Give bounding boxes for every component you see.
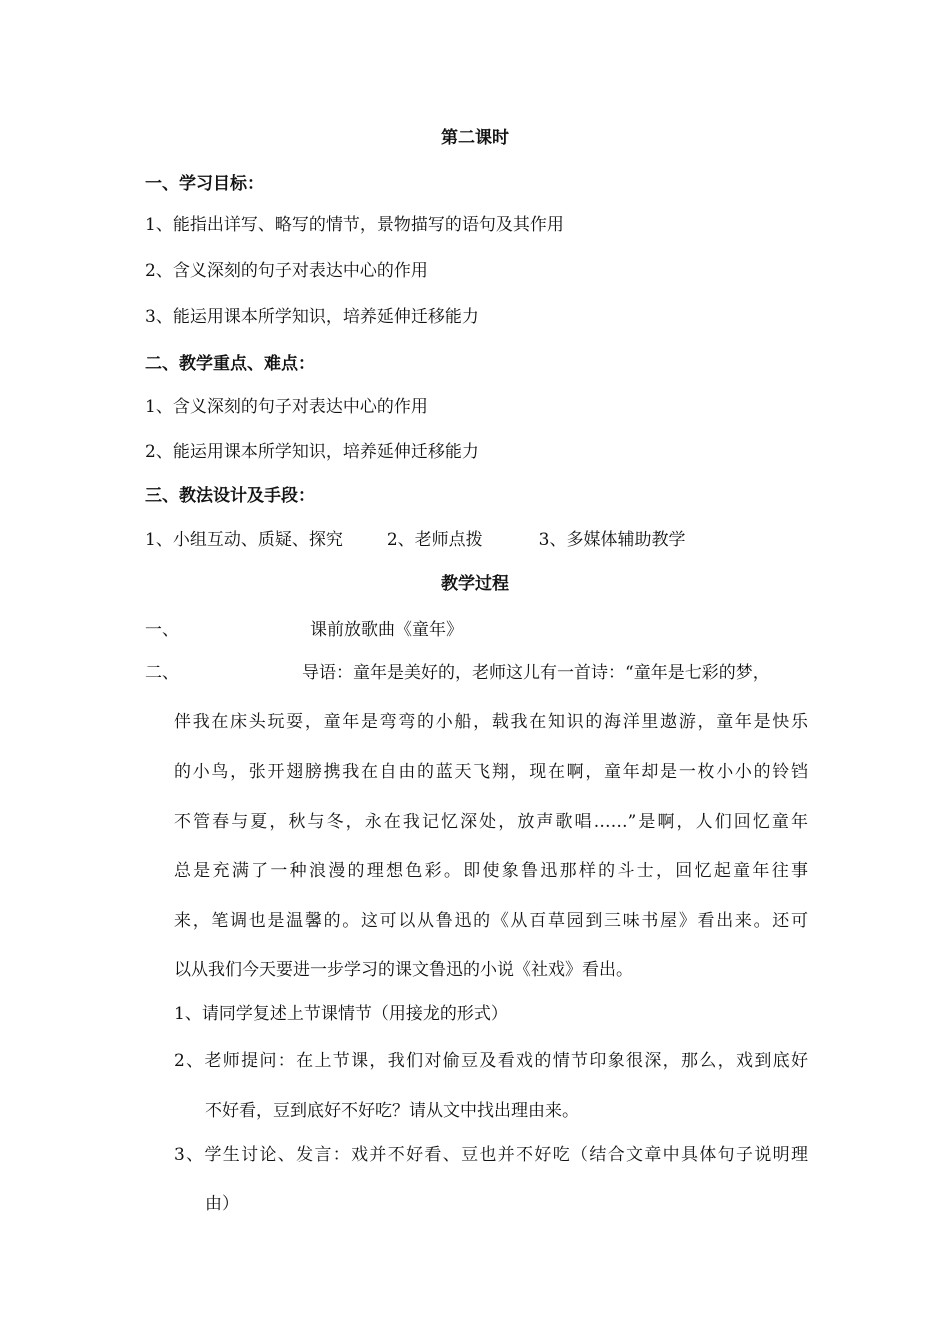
section-heading-objectives: 一、学习目标： [145,174,264,194]
sub-step: 1、请同学复述上节课情节（用接龙的形式） [174,1004,508,1024]
paragraph-line: 总是充满了一种浪漫的理想色彩。即使象鲁迅那样的斗士，回忆起童年往事 [174,861,808,881]
objective-item: 3、能运用课本所学知识，培养延伸迁移能力 [145,307,479,327]
method-item: 2、老师点拨 [386,530,483,550]
objective-item: 1、能指出详写、略写的情节，景物描写的语句及其作用 [145,215,564,235]
paragraph-line: 的小鸟，张开翅膀携我在自由的蓝天飞翔，现在啊，童年却是一枚小小的铃铛 [174,762,808,782]
step-number: 二、 [145,663,179,683]
step-number: 一、 [145,620,179,640]
sub-step: 2、老师提问：在上节课，我们对偷豆及看戏的情节印象很深，那么，戏到底好 [174,1051,808,1071]
paragraph-line: 导语：童年是美好的，老师这儿有一首诗：“童年是七彩的梦， [302,663,770,683]
method-item: 1、小组互动、质疑、探究 [145,530,343,550]
paragraph-line: 不管春与夏，秋与冬，永在我记忆深处，放声歌唱……”是啊，人们回忆童年 [174,812,808,832]
sub-step-continuation: 不好看，豆到底好不好吃？请从文中找出理由来。 [205,1101,579,1121]
paragraph-line: 伴我在床头玩耍，童年是弯弯的小船，载我在知识的海洋里遨游，童年是快乐 [174,712,808,732]
process-title: 教学过程 [441,574,509,594]
step-text: 课前放歌曲《童年》 [310,620,463,640]
methods-line [145,528,685,552]
paragraph-line: 以从我们今天要进一步学习的课文鲁迅的小说《社戏》看出。 [174,960,633,980]
paragraph-line: 来，笔调也是温馨的。这可以从鲁迅的《从百草园到三味书屋》看出来。还可 [174,911,808,931]
section-heading-methods: 三、教法设计及手段： [145,486,315,506]
sub-step-continuation: 由） [205,1194,239,1214]
sub-step: 3、学生讨论、发言：戏并不好看、豆也并不好吃（结合文章中具体句子说明理 [174,1145,808,1165]
key-point-item: 1、含义深刻的句子对表达中心的作用 [145,397,428,417]
page-title: 第二课时 [441,128,509,148]
method-item: 3、多媒体辅助教学 [538,530,686,550]
section-heading-key-points: 二、教学重点、难点： [145,354,315,374]
objective-item: 2、含义深刻的句子对表达中心的作用 [145,261,428,281]
key-point-item: 2、能运用课本所学知识，培养延伸迁移能力 [145,442,479,462]
